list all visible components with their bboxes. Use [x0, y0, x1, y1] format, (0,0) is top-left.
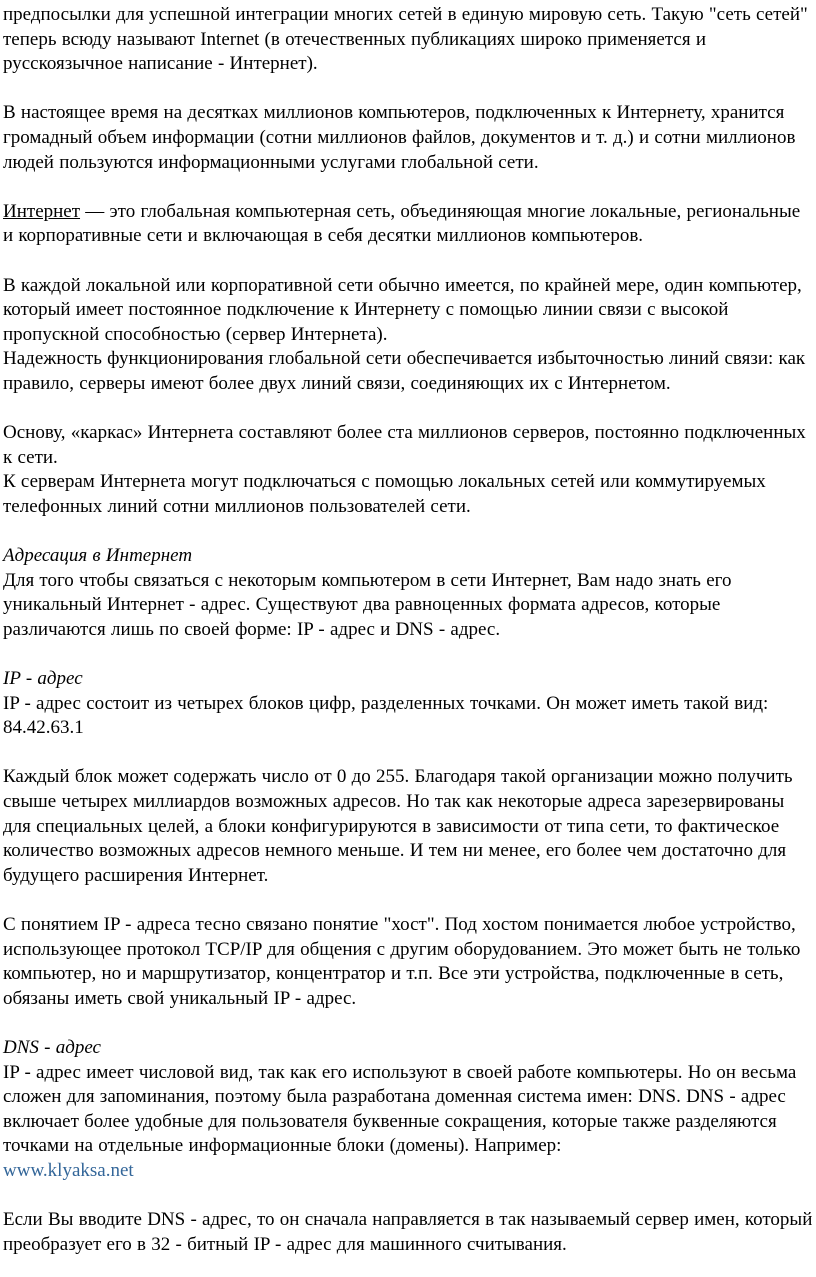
paragraph — [3, 200, 814, 249]
paragraph-text: — это глобальная компьютерная сеть, объединяющая многие локальные, региональные и корпоративные сети и включающая в себя десятки миллионов компьютеров. — [3, 200, 801, 247]
paragraph: С понятием IP - адреса тесно связано понятие "хост". Под хостом понимается любое устройство, использующее протокол TCP/IP для общения с другим оборудованием. Это может быть не только компьютер, но и маршрутизатор, концентратор и т.п. Все эти устройства, подключенные в сеть, обязаны иметь свой уникальный IP - адрес. — [3, 913, 801, 1009]
klyaksa-link[interactable]: www.klyaksa.net — [3, 1159, 134, 1181]
ip-address-example: 84.42.63.1 — [3, 717, 84, 739]
section-heading-ip-address: IP - адрес — [3, 668, 83, 690]
paragraph: В каждой локальной или корпоративной сети обычно имеется, по крайней мере, один компьютер, который имеет постоянное подключение к Интернету с помощью линии связи с высокой пропускной способностью (сервер Интернета). — [3, 274, 802, 345]
paragraph: IP - адрес имеет числовой вид, так как его используют в своей работе компьютеры. Но он весьма сложен для запоминания, поэтому была разработана доменная система имен: DNS. DNS - адрес включает более удобные для пользователя буквенные сокращения, которые также разделяются точками на отдельные информационные блоки (домены). Например: — [3, 1061, 797, 1157]
paragraph: предпосылки для успешной интеграции многих сетей в единую мировую сеть. Такую "сеть сетей" теперь всюду называют Internet (в отечественных публикациях широко применяется и русскоязычное написание - Интернет). — [3, 4, 808, 75]
paragraph: Если Вы вводите DNS - адрес, то он сначала направляется в так называемый сервер имен, который преобразует его в 32 - битный IP - адрес для машинного считывания. — [3, 1209, 813, 1255]
link-line — [3, 1159, 814, 1184]
section-heading-dns-address: DNS - адрес — [3, 1036, 101, 1058]
paragraph: IP - адрес состоит из четырех блоков цифр, разделенных точками. Он может иметь такой вид: — [3, 692, 769, 714]
paragraph: Основу, «каркас» Интернета составляют более ста миллионов серверов, постоянно подключенных к сети. — [3, 422, 806, 468]
paragraph: Надежность функционирования глобальной сети обеспечивается избыточностью линий связи: как правило, серверы имеют более двух линий связи, соединяющих их с Интернетом. — [3, 348, 806, 394]
paragraph: Каждый блок может содержать число от 0 до 255. Благодаря такой организации можно получить свыше четырех миллиардов возможных адресов. Но так как некоторые адреса зарезервированы для специальных целей, а блоки конфигурируются в зависимости от типа сети, то фактическое количество возможных адресов немного меньше. И тем ни менее, его более чем достаточно для будущего расширения Интернет. — [3, 766, 793, 886]
paragraph: К серверам Интернета могут подключаться с помощью локальных сетей или коммутируемых телефонных линий сотни миллионов пользователей сети. — [3, 471, 766, 517]
section-heading-addressing: Адресация в Интернет — [3, 545, 193, 567]
paragraph: Для того чтобы связаться с некоторым компьютером в сети Интернет, Вам надо знать его уникальный Интернет - адрес. Существуют два равноценных формата адресов, которые различаются лишь по своей форме: IP - адрес и DNS - адрес. — [3, 569, 732, 640]
paragraph: В настоящее время на десятках миллионов компьютеров, подключенных к Интернету, хранится громадный объем информации (сотни миллионов файлов, документов и т. д.) и сотни миллионов людей пользуются информационными услугами глобальной сети. — [3, 102, 796, 173]
underlined-term: Интернет — [3, 200, 81, 222]
